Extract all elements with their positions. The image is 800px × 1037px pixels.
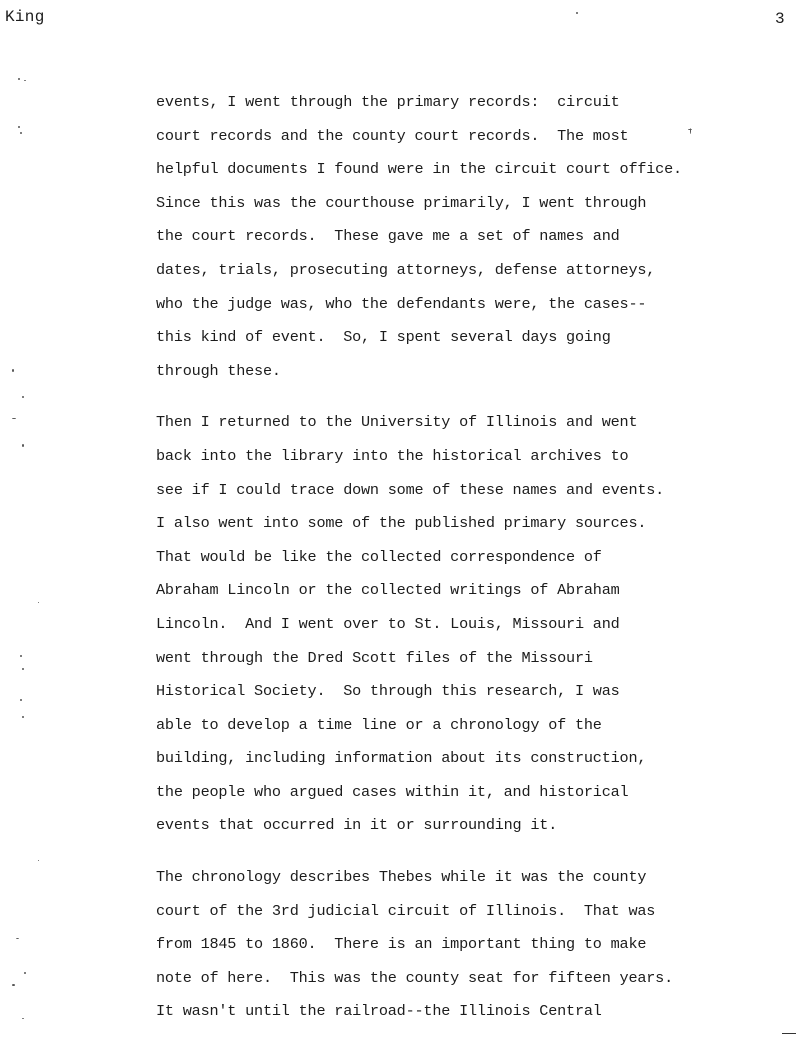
scan-speck	[16, 938, 19, 939]
paragraph-2	[156, 406, 776, 843]
scan-speck	[22, 716, 24, 718]
scan-speck	[24, 972, 26, 974]
text-line: this kind of event. So, I spent several days going	[156, 328, 611, 347]
text-line: building, including information about its construction,	[156, 749, 647, 768]
scan-speck	[20, 699, 22, 701]
text-line: court of the 3rd judicial circuit of Illinois. That was	[156, 901, 656, 920]
text-line: Historical Society. So through this research, I was	[156, 682, 620, 701]
scan-speck	[12, 369, 14, 372]
text-line: I also went into some of the published primary sources.	[156, 514, 647, 533]
scan-edge-mark	[782, 1033, 796, 1034]
text-line: dates, trials, prosecuting attorneys, defense attorneys,	[156, 260, 656, 279]
text-line: note of here. This was the county seat for fifteen years.	[156, 968, 674, 987]
scan-speck	[18, 126, 20, 128]
text-line: through these.	[156, 361, 281, 380]
scan-speck	[576, 12, 578, 14]
scan-speck	[38, 602, 39, 603]
scan-speck	[22, 1018, 24, 1019]
text-line: see if I could trace down some of these names and events.	[156, 480, 665, 499]
text-line: from 1845 to 1860. There is an important thing to make	[156, 935, 647, 954]
scan-speck	[24, 80, 26, 81]
text-line: back into the library into the historical archives to	[156, 446, 629, 465]
text-line: who the judge was, who the defendants were, the cases--	[156, 294, 647, 313]
text-line: It wasn't until the railroad--the Illinois Central	[156, 1002, 602, 1021]
text-line: Lincoln. And I went over to St. Louis, Missouri and	[156, 614, 620, 633]
scan-speck	[22, 444, 24, 447]
document-body	[156, 86, 776, 1029]
text-line: events that occurred in it or surrounding it.	[156, 816, 558, 835]
scan-speck	[22, 396, 24, 398]
text-line: helpful documents I found were in the circuit court office.	[156, 160, 682, 179]
scan-speck	[18, 78, 20, 80]
scan-speck	[38, 860, 39, 861]
text-line: went through the Dred Scott files of the Missouri	[156, 648, 593, 667]
paragraph-3	[156, 861, 776, 1029]
text-line: Then I returned to the University of Illinois and went	[156, 413, 638, 432]
page-number: 3	[775, 10, 785, 28]
text-line: the people who argued cases within it, and historical	[156, 782, 629, 801]
scan-speck	[22, 668, 24, 670]
text-line: That would be like the collected correspondence of	[156, 547, 602, 566]
text-line: court records and the county court records. The most	[156, 126, 629, 145]
text-line: Since this was the courthouse primarily, I went through	[156, 193, 647, 212]
text-line: Abraham Lincoln or the collected writings of Abraham	[156, 581, 620, 600]
scan-speck	[690, 128, 691, 134]
scan-speck	[20, 655, 22, 657]
page-header-name: King	[5, 8, 45, 26]
text-line: the court records. These gave me a set of names and	[156, 227, 620, 246]
paragraph-1	[156, 86, 776, 388]
text-line: The chronology describes Thebes while it was the county	[156, 868, 647, 887]
text-line: events, I went through the primary records: circuit	[156, 93, 620, 111]
scan-speck	[12, 984, 15, 986]
text-line: able to develop a time line or a chronology of the	[156, 715, 602, 734]
scan-speck	[20, 132, 22, 134]
scan-speck	[12, 418, 16, 419]
